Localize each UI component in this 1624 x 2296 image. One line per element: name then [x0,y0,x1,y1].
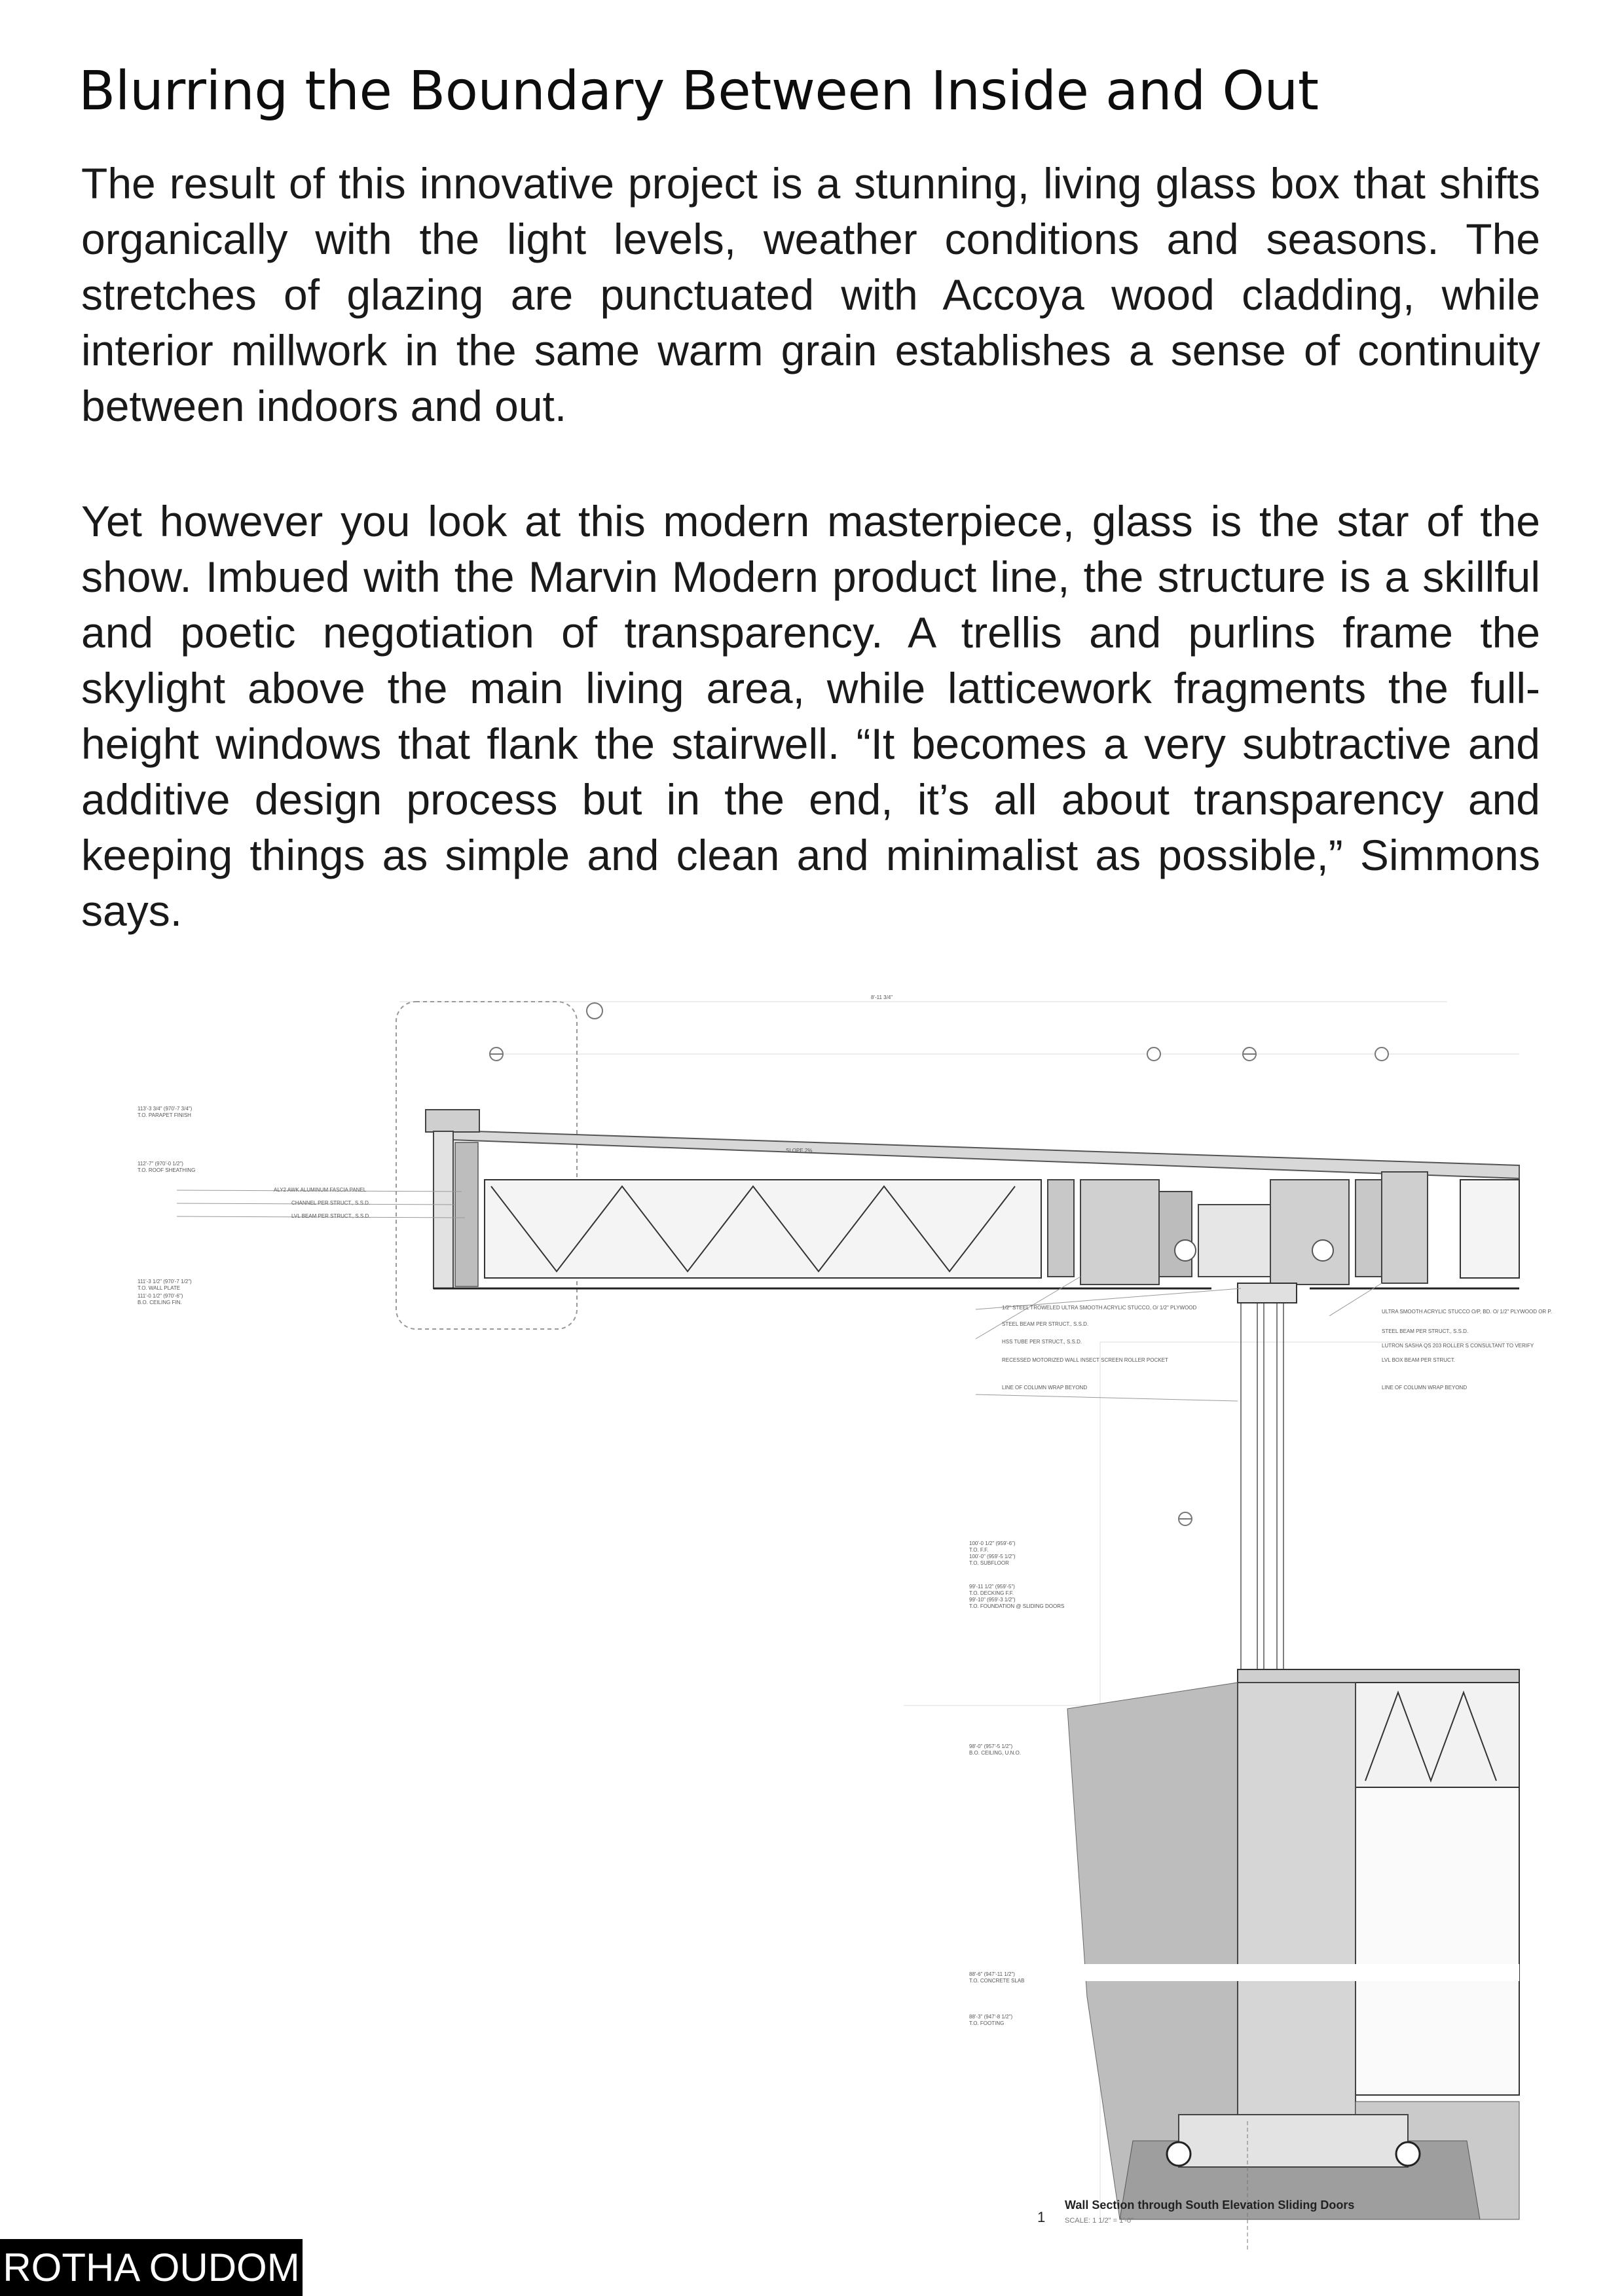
sliding-door-glazing [1241,1296,1283,1669]
mid-label: 1/2" STEEL TROWELED ULTRA SMOOTH ACRYLIC STUCCO, O/ 1/2" PLYWOOD [1002,1305,1197,1311]
left-label: T.O. WALL PLATE [138,1285,181,1291]
drawing-caption: Wall Section through South Elevation Sliding Doors [1065,2198,1355,2212]
lower-label: 100'-0" (959'-5 1/2") [969,1554,1016,1559]
left-label: LVL BEAM PER STRUCT., S.S.D. [291,1213,371,1219]
lower-label: T.O. F.F. [969,1547,989,1553]
right-label: ULTRA SMOOTH ACRYLIC STUCCO O/P, BD. O/ 1/2" PLYWOOD OR P. [1382,1309,1552,1315]
mid-label: RECESSED MOTORIZED WALL INSECT SCREEN ROLLER POCKET [1002,1357,1168,1363]
slope-note: SLOPE 2% [786,1148,813,1154]
left-label: 111'-0 1/2" (970'-6") [138,1293,183,1299]
lower-label: 88'-3" (947'-8 1/2") [969,2014,1013,2020]
mid-annotations [1002,1305,1197,1391]
grid-bubbles [587,1003,1388,1061]
left-label: CHANNEL PER STRUCT., S.S.D. [291,1200,371,1206]
left-label: 112'-7" (970'-0 1/2") [138,1161,183,1167]
detail-callout-box [396,1002,577,1329]
right-label: LUTRON SASHA QS 203 ROLLER S CONSULTANT TO VERIFY [1382,1343,1534,1349]
right-label: LINE OF COLUMN WRAP BEYOND [1382,1385,1467,1391]
mid-label: STEEL BEAM PER STRUCT., S.S.D. [1002,1321,1089,1327]
lower-label: B.O. CEILING, U.N.O. [969,1750,1022,1756]
lower-annotations [969,1540,1064,2026]
paragraph-2: Yet however you look at this modern masterpiece, glass is the star of the show. Imbued with the Marvin Modern product line, the structure is a skillful and poetic negotiation of transparency. A trellis and purlins frame the skylight above the main living area, while latticework fragments the full-height windows that flank the stairwell. “It becomes a very subtractive and additive design process but in the end, it’s all about transparency and keeping things as simple and clean and minimalist as possible,” Simmons says. [81,497,1540,935]
right-label: LVL BOX BEAM PER STRUCT. [1382,1357,1456,1363]
wall-section-drawing [98,975,1552,2252]
left-label: B.O. CEILING FIN. [138,1300,182,1305]
lower-label: 99'-11 1/2" (959'-5") [969,1584,1015,1590]
left-label: ALY2 AWK ALUMINUM FASCIA PANEL [274,1187,367,1193]
right-annotations [1382,1309,1552,1391]
lower-label: 98'-0" (957'-5 1/2") [969,1743,1013,1749]
drawing-number: 1 [1037,2209,1046,2225]
lower-label: T.O. DECKING F.F. [969,1590,1014,1596]
left-label: T.O. ROOF SHEATHING [138,1167,196,1173]
steel-beams [1048,1172,1428,1285]
lower-label: 99'-10" (959'-3 1/2") [969,1597,1016,1603]
door-head [1238,1283,1297,1303]
left-annotations [138,1106,370,1305]
section-break [1067,1964,1519,1981]
left-label: 113'-3 3/4" (970'-7 3/4") [138,1106,193,1112]
left-label: 111'-3 1/2" (970'-7 1/2") [138,1279,192,1285]
paragraph-1: The result of this innovative project is a stunning, living glass box that shifts organically with the light levels, weather conditions and seasons. The stretches of glazing are punctuated with Accoya wood cladding, while interior millwork in the same warm grain establishes a sense of continuity between indoors and out. [81,159,1540,430]
author-label: ROTHA OUDOM [0,2239,303,2296]
dimension-overall: 8'-11 3/4" [871,994,893,1000]
mid-label: HSS TUBE PER STRUCT., S.S.D. [1002,1339,1082,1345]
right-label: STEEL BEAM PER STRUCT., S.S.D. [1382,1328,1469,1334]
lower-label: 100'-0 1/2" (959'-6") [969,1540,1016,1546]
lower-label: T.O. SUBFLOOR [969,1560,1009,1566]
left-label: T.O. PARAPET FINISH [138,1112,191,1118]
lower-label: 88'-6" (947'-11 1/2") [969,1971,1015,1977]
mid-label: LINE OF COLUMN WRAP BEYOND [1002,1385,1088,1391]
lower-label: T.O. FOUNDATION @ SLIDING DOORS [969,1603,1065,1609]
article-heading: Blurring the Boundary Between Inside and Out [79,60,1319,122]
lower-label: T.O. CONCRETE SLAB [969,1978,1025,1984]
lower-label: T.O. FOOTING [969,2020,1005,2026]
drawing-scale: SCALE: 1 1/2" = 1'-0" [1065,2217,1134,2225]
